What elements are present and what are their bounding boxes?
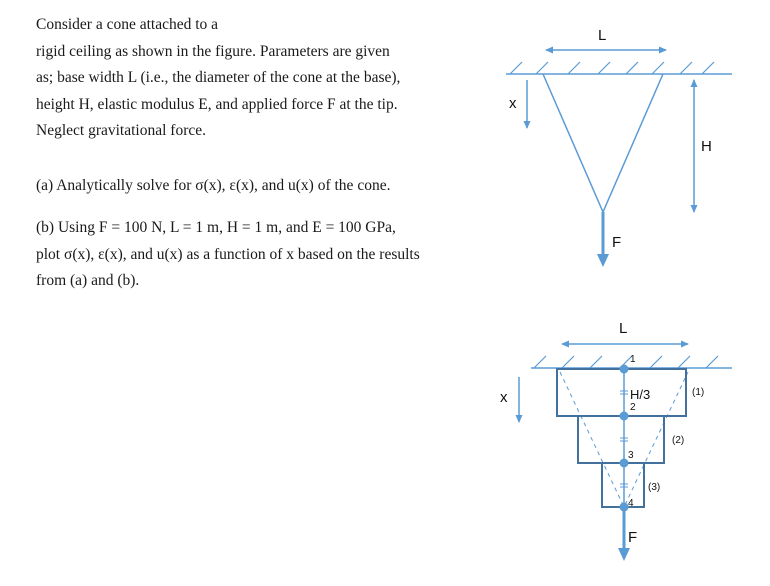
width-label: L [598,27,607,44]
node-label-4: 4 [628,498,634,509]
force-label: F [612,234,622,251]
discretized-cone-figure [500,320,732,561]
force-arrow-head-2 [618,548,630,561]
force-label-2: F [628,529,638,546]
segment-height-label: H/3 [630,387,651,402]
intro-line-1: Consider a cone attached to a [36,16,219,33]
part-b-line-3: from (a) and (b). [36,272,140,289]
element-3-box [602,463,644,507]
cone-outline [543,74,663,212]
element-label-1: (1) [692,387,705,398]
intro-line-4: height H, elastic modulus E, and applied force F at the tip. [36,95,398,113]
intro-line-5: Neglect gravitational force. [36,122,206,139]
cone-figure [506,27,732,267]
force-arrow-head [597,254,609,267]
width-label-2: L [619,320,628,337]
part-b-line-1: (b) Using F = 100 N, L = 1 m, H = 1 m, and E = 100 GPa, [36,219,396,236]
part-b-line-2: plot σ(x), ε(x), and u(x) as a function of x based on the results [36,245,420,263]
node-label-1: 1 [630,354,636,365]
x-label-2: x [500,389,508,406]
height-label: H [701,138,712,155]
ceiling-hatch [510,62,714,74]
node-label-2: 2 [630,402,636,413]
element-1-box [557,369,686,416]
intro-line-2: rigid ceiling as shown in the figure. Parameters are given [36,42,390,60]
element-label-2: (2) [672,435,685,446]
node-1 [620,365,629,374]
x-label: x [509,95,517,112]
intro-line-3: as; base width L (i.e., the diameter of the cone at the base), [36,69,401,86]
element-label-3: (3) [648,482,661,493]
part-a: (a) Analytically solve for σ(x), ε(x), and u(x) of the cone. [36,176,391,194]
element-2-box [578,416,664,463]
node-label-3: 3 [628,450,634,461]
node-2 [620,412,629,421]
